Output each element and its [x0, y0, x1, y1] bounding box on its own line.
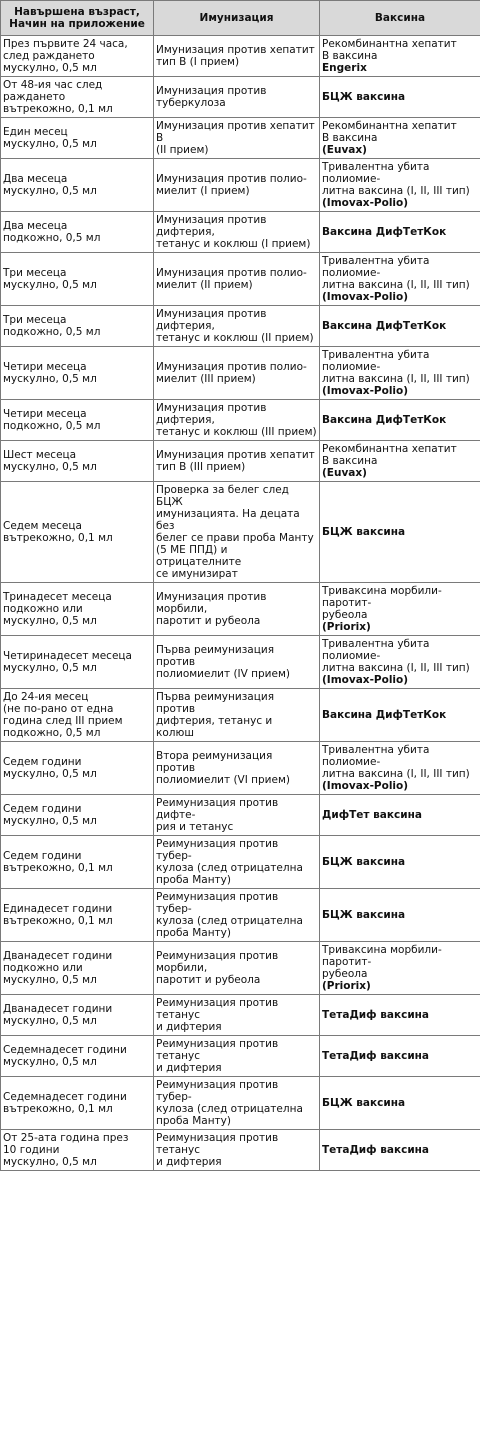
table-row [1, 441, 480, 482]
vaccine-brand: (Imovax-Polio) [322, 674, 409, 686]
cell-vaccine [320, 889, 480, 942]
cell-vaccine [320, 441, 480, 482]
cell-immunization: Реимунизация против дифте- рия и тетанус [154, 795, 320, 836]
cell-age: Четири месеца подкожно, 0,5 мл [1, 400, 154, 441]
vaccine-name: БЦЖ ваксина [322, 91, 406, 103]
vaccine-brand: Engerix [322, 62, 367, 74]
cell-immunization: Реимунизация против тетанус и дифтерия [154, 1130, 320, 1171]
cell-vaccine [320, 742, 480, 795]
vaccine-name: БЦЖ ваксина [322, 909, 406, 921]
cell-age: Два месеца подкожно, 0,5 мл [1, 212, 154, 253]
table-body [1, 36, 480, 1171]
cell-age: Четири месеца мускулно, 0,5 мл [1, 347, 154, 400]
table-row [1, 77, 480, 118]
vaccine-brand: (Priorix) [322, 980, 371, 992]
cell-vaccine [320, 1077, 480, 1130]
cell-vaccine [320, 347, 480, 400]
cell-age: От 48-ия час след раждането вътрекожно, 0,1 мл [1, 77, 154, 118]
cell-age: До 24-ия месец (не по-рано от една година след III прием подкожно, 0,5 мл [1, 689, 154, 742]
cell-vaccine [320, 583, 480, 636]
table-row [1, 1130, 480, 1171]
cell-vaccine [320, 253, 480, 306]
cell-age: Седем месеца вътрекожно, 0,1 мл [1, 482, 154, 583]
cell-immunization: Имунизация против дифтерия, тетанус и коклюш (III прием) [154, 400, 320, 441]
header-vaccine: Ваксина [320, 1, 480, 36]
vaccine-name: ТетаДиф ваксина [322, 1144, 430, 1156]
table-row [1, 253, 480, 306]
vaccine-name: Рекомбинантна хепатит В ваксина [322, 38, 457, 62]
vaccine-name: БЦЖ ваксина [322, 856, 406, 868]
vaccine-brand: (Imovax-Polio) [322, 291, 409, 303]
cell-age: Дванадесет години подкожно или мускулно, 0,5 мл [1, 942, 154, 995]
header-age: Навършена възраст, Начин на приложение [1, 1, 154, 36]
cell-age: Шест месеца мускулно, 0,5 мл [1, 441, 154, 482]
table-row [1, 118, 480, 159]
cell-age: Седем години мускулно, 0,5 мл [1, 795, 154, 836]
vaccine-brand: (Euvax) [322, 144, 367, 156]
cell-age: През първите 24 часа, след раждането мускулно, 0,5 мл [1, 36, 154, 77]
table-row [1, 836, 480, 889]
cell-age: Три месеца подкожно, 0,5 мл [1, 306, 154, 347]
cell-immunization: Имунизация против хепатит В (II прием) [154, 118, 320, 159]
cell-age: Седемнадесет години вътрекожно, 0,1 мл [1, 1077, 154, 1130]
cell-vaccine [320, 942, 480, 995]
vaccine-name: Тривалентна убита полиомие- литна ваксина (I, II, III тип) [322, 744, 470, 780]
cell-age: Четиринадесет месеца мускулно, 0,5 мл [1, 636, 154, 689]
cell-immunization: Имунизация против полио- миелит (I прием) [154, 159, 320, 212]
cell-immunization: Първа реимунизация против дифтерия, тетанус и колюш [154, 689, 320, 742]
table-row [1, 889, 480, 942]
cell-age: Два месеца мускулно, 0,5 мл [1, 159, 154, 212]
cell-vaccine [320, 1036, 480, 1077]
table-row [1, 400, 480, 441]
cell-immunization: Имунизация против дифтерия, тетанус и коклюш (II прием) [154, 306, 320, 347]
table-row [1, 795, 480, 836]
vaccine-name: Триваксина морбили- паротит- рубеола [322, 585, 442, 621]
vaccine-name: Рекомбинантна хепатит В ваксина [322, 443, 457, 467]
table-row [1, 583, 480, 636]
cell-vaccine [320, 36, 480, 77]
table-row [1, 942, 480, 995]
cell-age: Тринадесет месеца подкожно или мускулно, 0,5 мл [1, 583, 154, 636]
cell-immunization: Имунизация против туберкулоза [154, 77, 320, 118]
cell-immunization: Проверка за белег след БЦЖ имунизацията. На децата без белег се прави проба Манту (5 МЕ ППД) и отрицателните се имунизират [154, 482, 320, 583]
vaccine-brand: (Imovax-Polio) [322, 780, 409, 792]
vaccine-name: Ваксина ДифТетКок [322, 414, 447, 426]
cell-vaccine [320, 400, 480, 441]
table-row [1, 995, 480, 1036]
vaccine-name: Ваксина ДифТетКок [322, 320, 447, 332]
vaccine-name: БЦЖ ваксина [322, 526, 406, 538]
vaccine-name: Тривалентна убита полиомие- литна ваксина (I, II, III тип) [322, 638, 470, 674]
table-row [1, 1036, 480, 1077]
cell-immunization: Първа реимунизация против полиомиелит (IV прием) [154, 636, 320, 689]
table-row [1, 306, 480, 347]
cell-vaccine [320, 836, 480, 889]
cell-immunization: Имунизация против дифтерия, тетанус и коклюш (I прием) [154, 212, 320, 253]
cell-vaccine [320, 689, 480, 742]
cell-immunization: Имунизация против полио- миелит (II прием) [154, 253, 320, 306]
vaccine-name: Тривалентна убита полиомие- литна ваксина (I, II, III тип) [322, 161, 470, 197]
cell-age: От 25-ата година през 10 години мускулно, 0,5 мл [1, 1130, 154, 1171]
table-row [1, 742, 480, 795]
cell-age: Три месеца мускулно, 0,5 мл [1, 253, 154, 306]
vaccine-name: Ваксина ДифТетКок [322, 226, 447, 238]
cell-age: Седем години вътрекожно, 0,1 мл [1, 836, 154, 889]
cell-immunization: Втора реимунизация против полиомиелит (VI прием) [154, 742, 320, 795]
cell-age: Седем години мускулно, 0,5 мл [1, 742, 154, 795]
cell-vaccine [320, 636, 480, 689]
vaccine-name: Тривалентна убита полиомие- литна ваксина (I, II, III тип) [322, 255, 470, 291]
cell-vaccine [320, 306, 480, 347]
cell-immunization: Имунизация против морбили, паротит и рубеола [154, 583, 320, 636]
cell-immunization: Реимунизация против тетанус и дифтерия [154, 995, 320, 1036]
table-row [1, 1077, 480, 1130]
cell-immunization: Имунизация против хепатит тип В (I прием) [154, 36, 320, 77]
table-row [1, 482, 480, 583]
vaccine-brand: (Priorix) [322, 621, 371, 633]
cell-vaccine [320, 995, 480, 1036]
cell-vaccine [320, 118, 480, 159]
vaccine-name: БЦЖ ваксина [322, 1097, 406, 1109]
header-immunization: Имунизация [154, 1, 320, 36]
table-row [1, 212, 480, 253]
vaccine-name: Триваксина морбили- паротит- рубеола [322, 944, 442, 980]
cell-immunization: Реимунизация против тубер- кулоза (след отрицателна проба Манту) [154, 836, 320, 889]
cell-vaccine [320, 159, 480, 212]
table-row [1, 159, 480, 212]
cell-vaccine [320, 212, 480, 253]
vaccine-brand: (Imovax-Polio) [322, 197, 409, 209]
table-row [1, 636, 480, 689]
vaccine-brand: (Euvax) [322, 467, 367, 479]
vaccine-name: ТетаДиф ваксина [322, 1050, 430, 1062]
table-row [1, 36, 480, 77]
cell-immunization: Реимунизация против тубер- кулоза (след отрицателна проба Манту) [154, 1077, 320, 1130]
cell-vaccine [320, 795, 480, 836]
cell-age: Единадесет години вътрекожно, 0,1 мл [1, 889, 154, 942]
header-row [1, 1, 480, 36]
vaccine-name: Тривалентна убита полиомие- литна ваксина (I, II, III тип) [322, 349, 470, 385]
cell-vaccine [320, 1130, 480, 1171]
cell-age: Дванадесет години мускулно, 0,5 мл [1, 995, 154, 1036]
cell-age: Седемнадесет години мускулно, 0,5 мл [1, 1036, 154, 1077]
cell-vaccine [320, 482, 480, 583]
cell-immunization: Реимунизация против тетанус и дифтерия [154, 1036, 320, 1077]
vaccine-brand: (Imovax-Polio) [322, 385, 409, 397]
vaccine-name: Ваксина ДифТетКок [322, 709, 447, 721]
vaccine-name: Рекомбинантна хепатит В ваксина [322, 120, 457, 144]
table-row [1, 689, 480, 742]
cell-vaccine [320, 77, 480, 118]
vaccine-name: ДифТет ваксина [322, 809, 422, 821]
cell-age: Един месец мускулно, 0,5 мл [1, 118, 154, 159]
table-row [1, 347, 480, 400]
cell-immunization: Реимунизация против морбили, паротит и рубеола [154, 942, 320, 995]
cell-immunization: Имунизация против полио- миелит (III прием) [154, 347, 320, 400]
vaccine-name: ТетаДиф ваксина [322, 1009, 430, 1021]
cell-immunization: Реимунизация против тубер- кулоза (след отрицателна проба Манту) [154, 889, 320, 942]
table-header [1, 1, 480, 36]
cell-immunization: Имунизация против хепатит тип В (III прием) [154, 441, 320, 482]
